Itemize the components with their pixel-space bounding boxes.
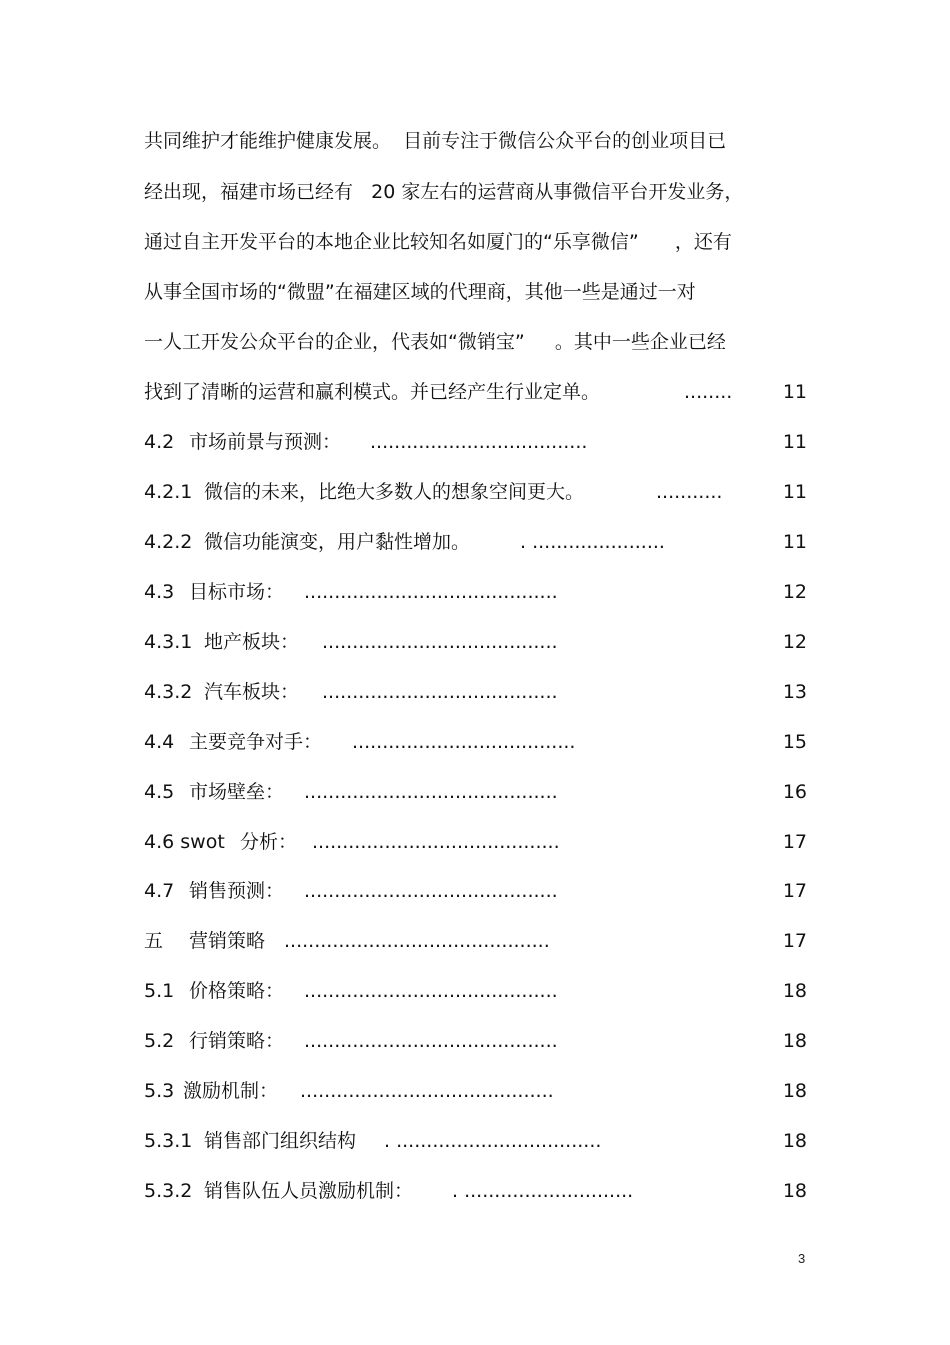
toc-title: 销售部门组织结构 — [204, 1130, 357, 1152]
toc-page: 18 — [782, 1130, 807, 1152]
toc-dots: .......................................... — [304, 1030, 558, 1052]
toc-number: 5.3.1 — [144, 1130, 193, 1152]
toc-entry — [144, 430, 807, 454]
toc-title: 汽车板块： — [204, 681, 300, 703]
toc-dots: ....................................... — [322, 681, 558, 703]
paragraph-line-3: 通过自主开发平台的本地企业比较知名如厦门的“乐享微信” ，还有 — [144, 231, 732, 253]
toc-page: 11 — [782, 381, 807, 403]
toc-page: 18 — [782, 980, 807, 1002]
toc-entry — [144, 730, 807, 754]
toc-number: 五 — [144, 930, 164, 952]
toc-title: 销售预测： — [189, 880, 285, 902]
paragraph-line-4: 从事全国市场的“微盟”在福建区域的代理商，其他一些是通过一对 — [144, 281, 696, 303]
toc-dots: ........ — [684, 381, 733, 403]
toc-entry — [144, 530, 807, 554]
toc-page: 12 — [782, 631, 807, 653]
toc-page: 17 — [782, 880, 807, 902]
toc-number: 4.2.1 — [144, 481, 193, 503]
toc-dots: . .................................. — [384, 1130, 602, 1152]
toc-entry — [144, 979, 807, 1003]
toc-title: 营销策略 — [189, 930, 266, 952]
toc-dots: .......................................... — [304, 980, 558, 1002]
toc-entry — [144, 1129, 807, 1153]
toc-dots: . ............................ — [452, 1180, 634, 1202]
toc-dots: ..................................... — [352, 731, 576, 753]
toc-entry — [144, 1079, 807, 1103]
toc-dots: . ...................... — [520, 531, 665, 553]
toc-dots: .......................................... — [300, 1080, 554, 1102]
toc-number: 4.2.2 — [144, 531, 193, 553]
toc-title: 价格策略： — [189, 980, 285, 1002]
toc-dots: .................................... — [370, 431, 588, 453]
toc-entry — [144, 879, 807, 903]
toc-title: 主要竞争对手： — [189, 731, 323, 753]
toc-dots: ........... — [656, 481, 723, 503]
toc-dots: .......................................... — [304, 781, 558, 803]
toc-number: 4.3 — [144, 581, 175, 603]
toc-number: 5.1 — [144, 980, 175, 1002]
toc-title: 微信的未来，比绝大多数人的想象空间更大。 — [204, 481, 585, 503]
paragraph-line-5: 一人工开发公众平台的企业，代表如“微销宝” 。其中一些企业已经 — [144, 331, 726, 353]
toc-page: 11 — [782, 481, 807, 503]
toc-page: 18 — [782, 1030, 807, 1052]
toc-entry — [144, 1029, 807, 1053]
toc-title: 激励机制： — [183, 1080, 279, 1102]
toc-number: 4.3.2 — [144, 681, 193, 703]
toc-number: 4.4 — [144, 731, 175, 753]
toc-dots: ....................................... — [322, 631, 558, 653]
toc-title: 找到了清晰的运营和赢利模式。并已经产生行业定单。 — [144, 381, 601, 403]
toc-title: 分析： — [240, 831, 298, 853]
page-number: 3 — [798, 1251, 806, 1266]
toc-entry — [144, 1179, 807, 1203]
toc-number: 5.3 — [144, 1080, 175, 1102]
toc-title: 市场壁垒： — [189, 781, 285, 803]
toc-entry — [144, 780, 807, 804]
toc-title: 地产板块： — [204, 631, 300, 653]
toc-number: 5.3.2 — [144, 1180, 193, 1202]
toc-page: 15 — [782, 731, 807, 753]
toc-number: 4.6 swot — [144, 831, 225, 853]
toc-page: 18 — [782, 1180, 807, 1202]
toc-number: 4.5 — [144, 781, 175, 803]
toc-dots: ......................................... — [312, 831, 560, 853]
toc-entry — [144, 929, 807, 953]
toc-number: 5.2 — [144, 1030, 175, 1052]
toc-page: 12 — [782, 581, 807, 603]
toc-page: 17 — [782, 930, 807, 952]
toc-number: 4.7 — [144, 880, 175, 902]
toc-dots: .......................................... — [304, 880, 558, 902]
toc-dots: ............................................ — [284, 930, 550, 952]
toc-dots: .......................................... — [304, 581, 558, 603]
toc-number: 4.3.1 — [144, 631, 193, 653]
toc-page: 17 — [782, 831, 807, 853]
paragraph-line-1: 共同维护才能维护健康发展。 目前专注于微信公众平台的创业项目已 — [144, 130, 727, 152]
toc-title: 微信功能演变，用户黏性增加。 — [204, 531, 471, 553]
toc-number: 4.2 — [144, 431, 175, 453]
toc-title: 目标市场： — [189, 581, 285, 603]
toc-entry — [144, 380, 807, 404]
toc-page: 16 — [782, 781, 807, 803]
paragraph-line-2: 经出现，福建市场已经有 20 家左右的运营商从事微信平台开发业务， — [144, 181, 744, 203]
toc-title: 行销策略： — [189, 1030, 285, 1052]
toc-entry — [144, 580, 807, 604]
toc-page: 11 — [782, 531, 807, 553]
toc-title: 市场前景与预测： — [189, 431, 342, 453]
toc-entry — [144, 480, 807, 504]
toc-entry — [144, 630, 807, 654]
toc-page: 18 — [782, 1080, 807, 1102]
toc-entry — [144, 680, 807, 704]
toc-title: 销售队伍人员激励机制： — [204, 1180, 414, 1202]
toc-entry — [144, 830, 807, 854]
toc-page: 11 — [782, 431, 807, 453]
toc-page: 13 — [782, 681, 807, 703]
